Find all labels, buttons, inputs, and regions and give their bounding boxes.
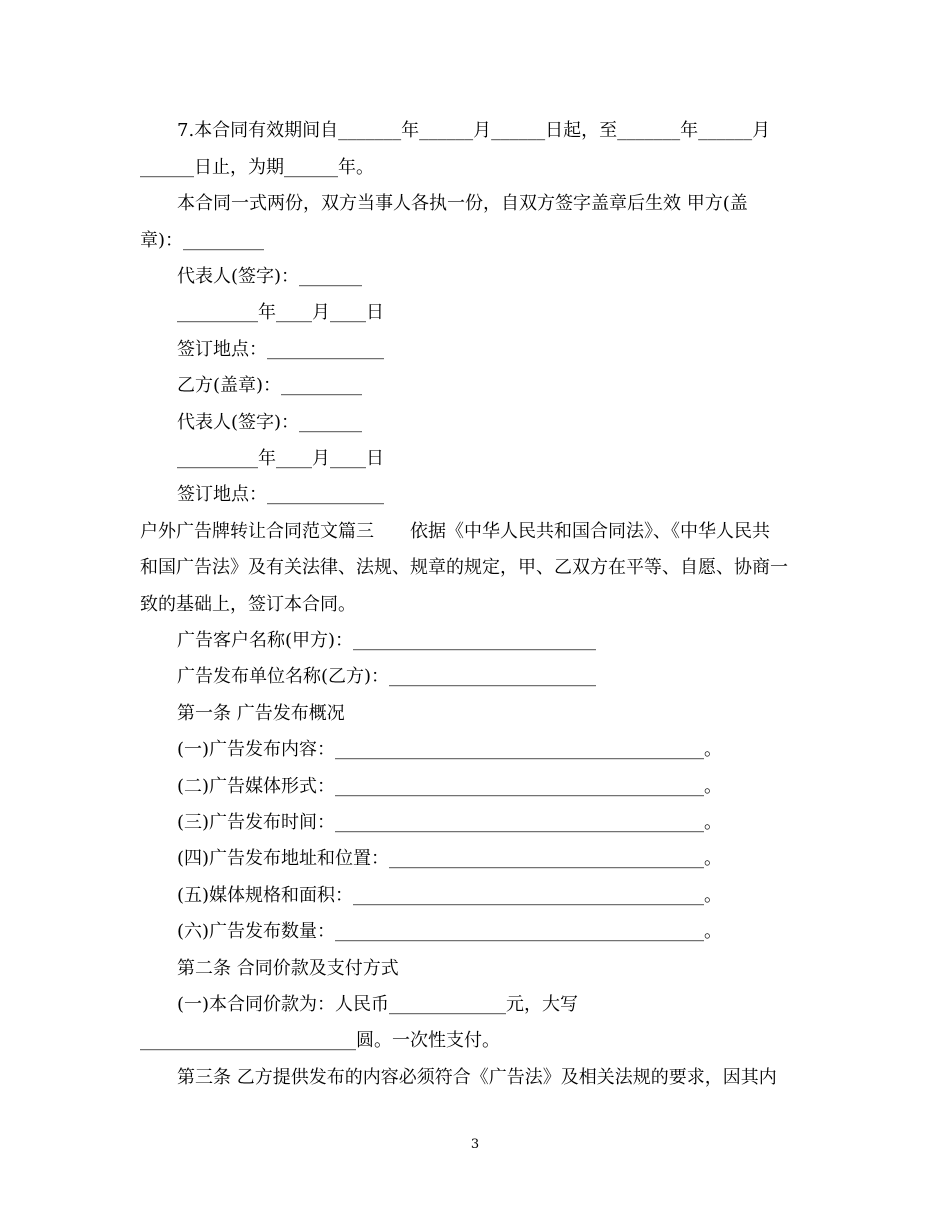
text-line: ______日止，为期______年。 bbox=[140, 157, 374, 178]
text-line: (二)广告媒体形式：_________________________________________。 bbox=[177, 776, 723, 797]
page-number: 3 bbox=[470, 1137, 480, 1152]
text-line: 户外广告牌转让合同范文篇三 依据《中华人民共和国合同法》、《中华人民共 bbox=[140, 521, 770, 542]
text-line: _________年____月____日 bbox=[177, 302, 384, 323]
text-line: 代表人(签字)：_______ bbox=[177, 266, 363, 287]
text-line: 代表人(签字)：_______ bbox=[177, 412, 363, 433]
text-line: (三)广告发布时间：_________________________________________。 bbox=[177, 812, 723, 833]
text-line: 广告发布单位名称(乙方)：_______________________ bbox=[177, 666, 597, 687]
text-line: 7.本合同有效期间自_______年______月______日起，至_______年______月 bbox=[177, 120, 771, 141]
text-line: (五)媒体规格和面积：_______________________________________。 bbox=[177, 885, 723, 906]
text-line: 致的基础上，签订本合同。 bbox=[140, 594, 356, 615]
text-line: 签订地点：_____________ bbox=[177, 339, 384, 360]
text-line: 第三条 乙方提供发布的内容必须符合《广告法》及相关法规的要求，因其内 bbox=[177, 1067, 777, 1088]
text-line: 第一条 广告发布概况 bbox=[177, 703, 345, 724]
text-line: 本合同一式两份，双方当事人各执一份，自双方签字盖章后生效 甲方(盖 bbox=[177, 193, 748, 214]
text-line: 广告客户名称(甲方)：___________________________ bbox=[177, 630, 597, 651]
text-line: 乙方(盖章)：_________ bbox=[177, 375, 363, 396]
text-line: 第二条 合同价款及支付方式 bbox=[177, 958, 399, 979]
text-line: 和国广告法》及有关法律、法规、规章的规定，甲、乙双方在平等、自愿、协商一 bbox=[140, 557, 788, 578]
text-line: (一)广告发布内容：_________________________________________。 bbox=[177, 739, 723, 760]
text-line: (六)广告发布数量：_________________________________________。 bbox=[177, 921, 723, 942]
text-line: _________年____月____日 bbox=[177, 448, 384, 469]
text-line: (一)本合同价款为：人民币_____________元，大写 bbox=[177, 994, 579, 1015]
text-line: ________________________圆。一次性支付。 bbox=[140, 1030, 500, 1051]
text-line: 签订地点：_____________ bbox=[177, 484, 384, 505]
text-line: (四)广告发布地址和位置：___________________________________。 bbox=[177, 848, 723, 869]
text-line: 章)：_________ bbox=[140, 230, 265, 251]
